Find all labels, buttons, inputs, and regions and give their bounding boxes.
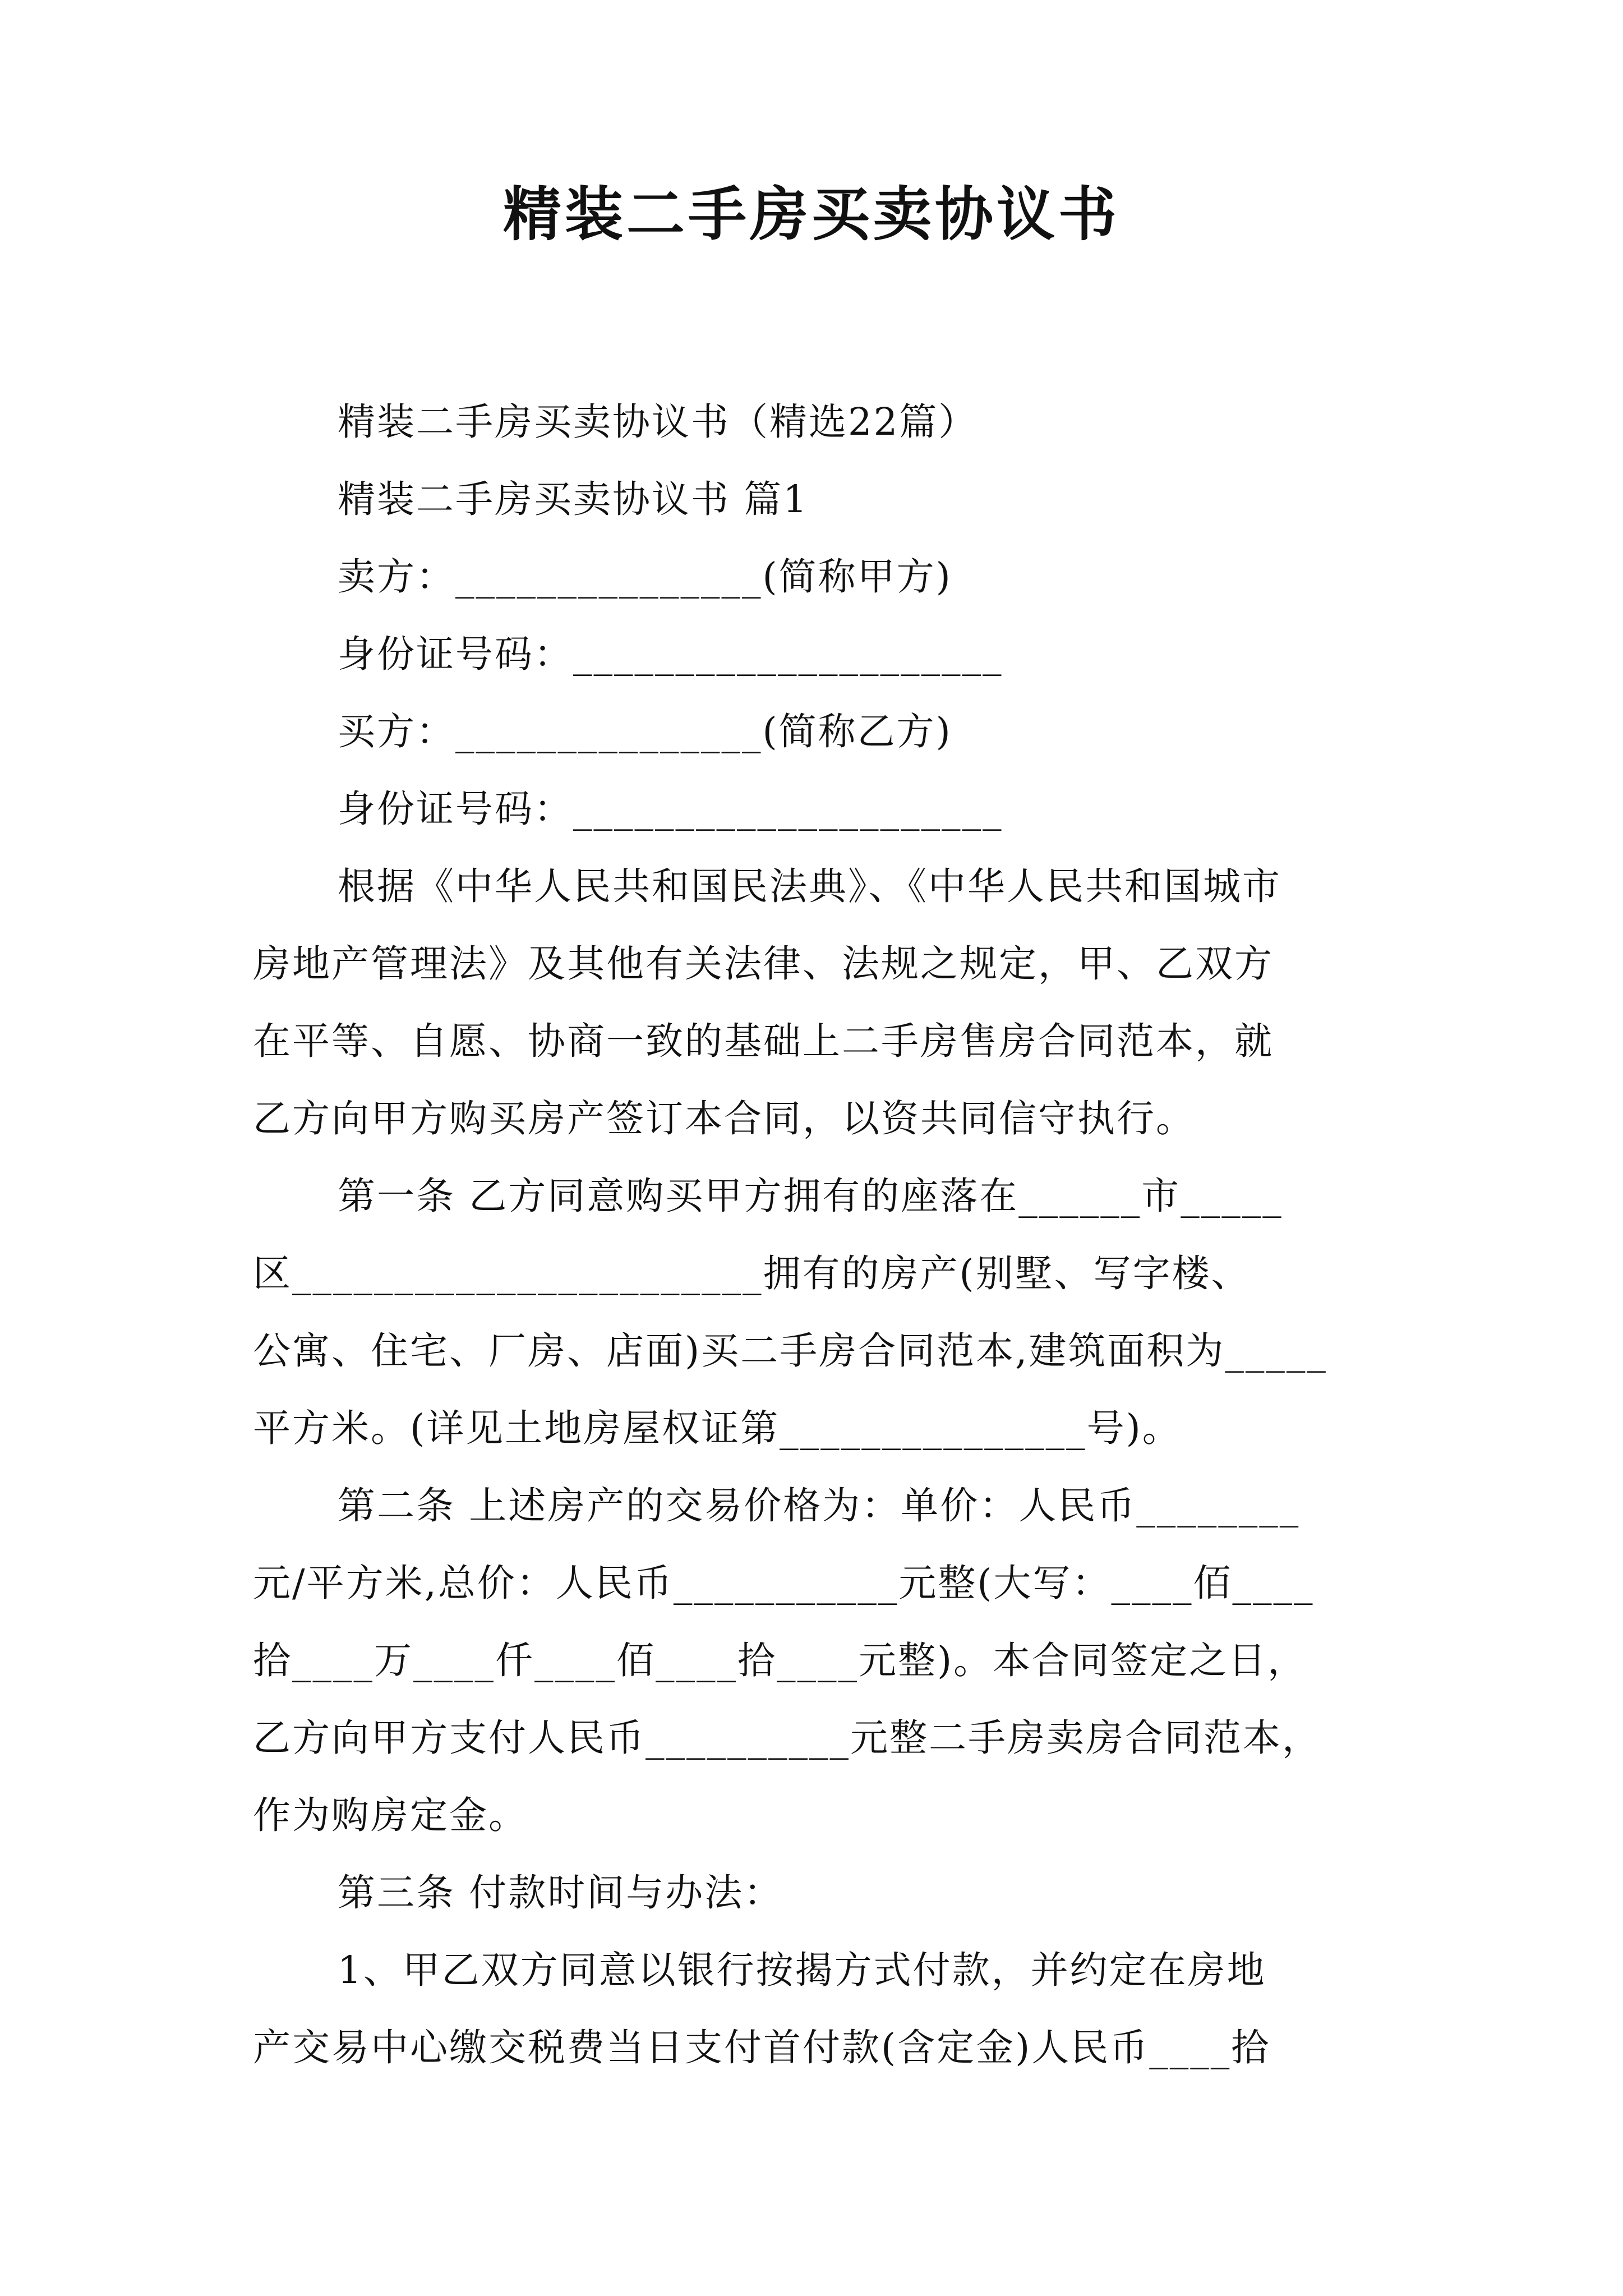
buyer-id-field-line: 身份证号码：_____________________: [338, 787, 1003, 831]
article-3-line: 产交易中心缴交税费当日支付首付款(含定金)人民币____拾: [253, 2026, 1271, 2069]
paragraph-line: 房地产管理法》及其他有关法律、法规之规定，甲、乙双方: [253, 942, 1274, 986]
paragraph-line: 乙方向甲方购买房产签订本合同，以资共同信守执行。: [253, 1097, 1195, 1140]
article-1-line: 区_______________________拥有的房产(别墅、写字楼、: [253, 1251, 1251, 1295]
article-1-line: 平方米。(详见土地房屋权证第_______________号)。: [253, 1406, 1182, 1450]
paragraph-line: 在平等、自愿、协商一致的基础上二手房售房合同范本，就: [253, 1019, 1274, 1063]
article-1-line: 第一条 乙方同意购买甲方拥有的座落在______市_____: [338, 1174, 1283, 1218]
article-3-heading: 第三条 付款时间与办法：: [338, 1871, 783, 1915]
article-2-line: 拾____万____仟____佰____拾____元整)。本合同签定之日，: [253, 1639, 1307, 1682]
seller-field-line: 卖方：_______________(简称甲方): [338, 555, 952, 599]
article-2-line: 元/平方米,总价：人民币___________元整(大写：____佰____: [253, 1561, 1315, 1605]
subtitle-line: 精装二手房买卖协议书（精选22篇）: [338, 400, 978, 444]
seller-id-field-line: 身份证号码：_____________________: [338, 632, 1003, 676]
article-2-line: 第二条 上述房产的交易价格为：单价：人民币________: [338, 1484, 1301, 1527]
article-2-line: 乙方向甲方支付人民币__________元整二手房卖房合同范本，: [253, 1716, 1321, 1760]
article-2-line: 作为购房定金。: [253, 1793, 528, 1837]
buyer-field-line: 买方：_______________(简称乙方): [338, 710, 952, 753]
article-1-line: 公寓、住宅、厂房、店面)买二手房合同范本,建筑面积为_____: [253, 1329, 1327, 1373]
section-heading: 精装二手房买卖协议书 篇1: [338, 477, 809, 521]
document-body: [253, 383, 1386, 2086]
paragraph-line: 根据《中华人民共和国民法典》、《中华人民共和国城市: [338, 864, 1281, 908]
article-3-line: 1、甲乙双方同意以银行按揭方式付款，并约定在房地: [338, 1948, 1266, 1992]
document-title: 精装二手房买卖协议书: [502, 180, 1120, 249]
